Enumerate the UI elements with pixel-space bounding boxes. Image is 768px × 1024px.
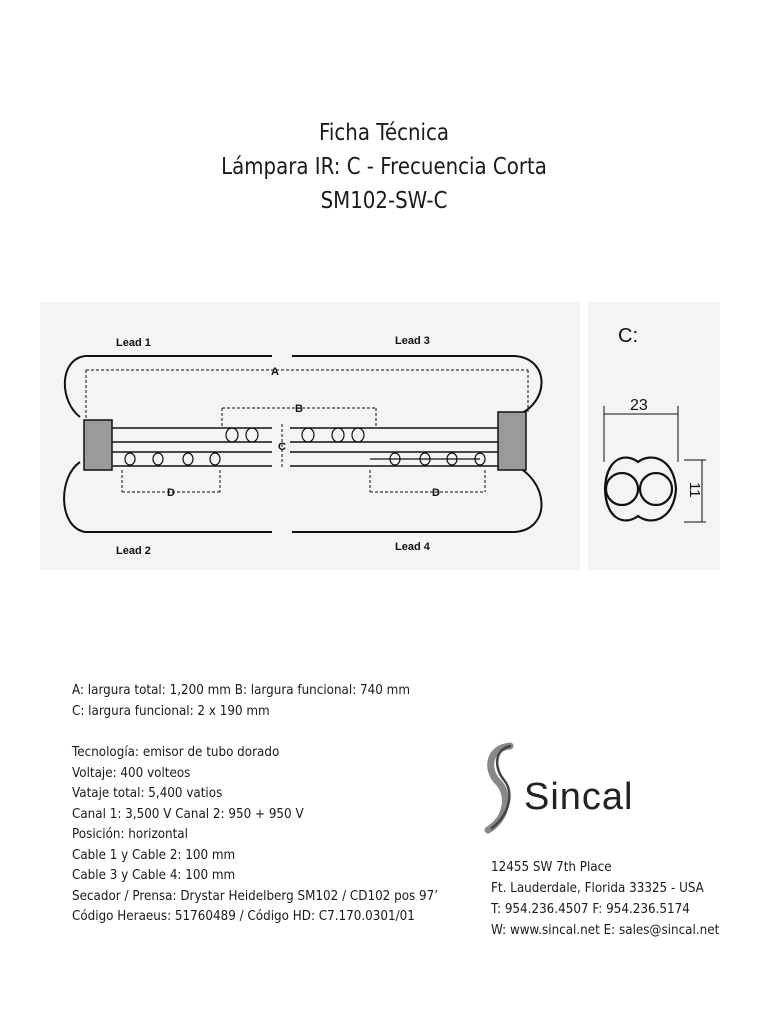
document-title	[54, 116, 714, 218]
drawing-background-section	[588, 302, 720, 570]
contact-block	[491, 857, 719, 941]
address-line-2: Ft. Lauderdale, Florida 33325 - USA	[491, 880, 704, 896]
title-line-2: Lámpara IR: C - Frecuencia Corta	[221, 154, 547, 180]
spec-line: A: largura total: 1,200 mm B: largura funcional: 740 mm	[72, 682, 410, 698]
height-dimension-label: 11	[686, 482, 703, 498]
dimension-d-right-label: D	[432, 487, 440, 499]
spec-line: Tecnología: emisor de tubo dorado	[72, 744, 280, 760]
lead-4-label: Lead 4	[395, 541, 430, 553]
sincal-s-mark-icon	[480, 740, 526, 836]
dimension-d-left-label: D	[167, 487, 175, 499]
width-dimension-label: 23	[630, 397, 648, 414]
company-name: Sincal	[524, 776, 634, 818]
spec-line: Cable 1 y Cable 2: 100 mm	[72, 846, 236, 863]
title-line-1: Ficha Técnica	[318, 120, 450, 146]
spec-line: Cable 3 y Cable 4: 100 mm	[72, 867, 236, 883]
title-line-3: SM102-SW-C	[320, 188, 448, 214]
phone-line: T: 954.236.4507 F: 954.236.5174	[491, 901, 690, 917]
web-email-line: W: www.sincal.net E: sales@sincal.net	[491, 922, 720, 938]
spec-line: Voltaje: 400 volteos	[72, 764, 191, 781]
address-line-1: 12455 SW 7th Place	[491, 859, 612, 875]
lead-1-label: Lead 1	[116, 337, 151, 349]
right-end-cap	[498, 412, 526, 470]
lead-3-label: Lead 3	[395, 335, 430, 347]
left-end-cap	[84, 420, 112, 470]
spec-line: Canal 1: 3,500 V Canal 2: 950 + 950 V	[72, 805, 304, 822]
spec-line: Posición: horizontal	[72, 826, 188, 842]
spec-list	[72, 680, 438, 927]
dimension-a-label: A	[271, 366, 279, 378]
spec-line: Vataje total: 5,400 vatios	[72, 785, 223, 801]
spec-line: C: largura funcional: 2 x 190 mm	[72, 702, 270, 719]
cross-section-label: C:	[618, 325, 638, 347]
company-logo	[480, 740, 680, 840]
lead-2-label: Lead 2	[116, 545, 151, 557]
spec-line: Código Heraeus: 51760489 / Código HD: C7.170.0301/01	[72, 908, 415, 924]
spec-line: Secador / Prensa: Drystar Heidelberg SM102 / CD102 pos 97’	[72, 887, 439, 904]
dimension-b-label: B	[295, 403, 303, 415]
lamp-technical-drawing	[40, 302, 720, 570]
dimension-c-label: C	[278, 441, 286, 453]
